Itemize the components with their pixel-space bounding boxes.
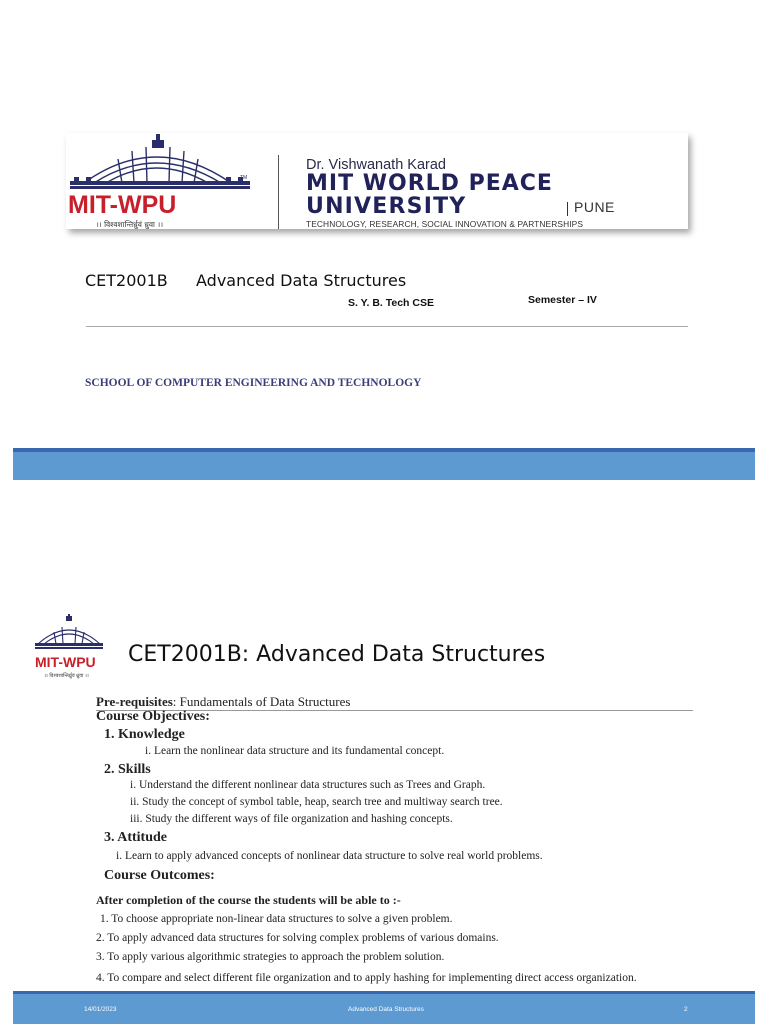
skills-heading: 2. Skills [104, 762, 151, 777]
knowledge-item: i. Learn the nonlinear data structure and its fundamental concept. [145, 745, 445, 757]
objectives-heading: Course Objectives: [96, 709, 210, 724]
outcome-item: 1. To choose appropriate non-linear data structures to solve a given problem. [100, 913, 453, 925]
attitude-heading: 3. Attitude [104, 830, 167, 845]
outcome-item: 4. To compare and select different file organization and to apply hashing for implementing direct access organization. [96, 972, 637, 984]
university-name-block [306, 133, 688, 229]
outcome-item: 3. To apply various algorithmic strategies to approach the problem solution. [96, 951, 445, 963]
outcomes-heading: Course Outcomes: [104, 868, 215, 883]
skills-item: ii. Study the concept of symbol table, heap, search tree and multiway search tree. [130, 796, 503, 808]
university-banner [66, 133, 688, 229]
course-title: Advanced Data Structures [196, 271, 407, 290]
small-logo-wordmark: MIT-WPU [35, 654, 96, 670]
small-logo-motto: ।। विश्वशान्तिर्ध्रुवं ध्रुवा ।। [44, 673, 89, 679]
skills-item: iii. Study the different ways of file organization and hashing concepts. [130, 813, 453, 825]
skills-item: i. Understand the different nonlinear data structures such as Trees and Graph. [130, 779, 486, 791]
divider-line [86, 326, 688, 327]
logo-wordmark: MIT-WPU [68, 191, 177, 219]
university-name-line1: MIT WORLD PEACE [306, 171, 553, 196]
outcomes-intro: After completion of the course the students will be able to :- [96, 893, 401, 907]
prerequisites-label: Pre-requisites [96, 694, 173, 709]
prerequisites-value: : Fundamentals of Data Structures [172, 694, 351, 709]
logo-motto: ।। विश्वशान्तिर्ध्रुवं ध्रुवा ।। [96, 220, 164, 229]
footer-page-number: 2 [684, 1006, 688, 1013]
footer-bar [13, 452, 755, 480]
footer-title: Advanced Data Structures [348, 1006, 424, 1013]
school-name: SCHOOL OF COMPUTER ENGINEERING AND TECHNOLOGY [85, 377, 422, 389]
mit-wpu-dome-logo [66, 133, 276, 229]
program-label: S. Y. B. Tech CSE [348, 297, 434, 309]
outcome-item: 2. To apply advanced data structures for solving complex problems of various domains. [96, 932, 499, 944]
knowledge-heading: 1. Knowledge [104, 727, 185, 742]
semester-label: Semester – IV [528, 294, 597, 306]
course-code: CET2001B [85, 271, 168, 290]
attitude-item: i. Learn to apply advanced concepts of nonlinear data structure to solve real world problems. [116, 850, 543, 862]
footer-date: 14/01/2023 [84, 1006, 117, 1013]
city-separator [567, 202, 568, 216]
objectives-slide [0, 500, 768, 1024]
founder-name: Dr. Vishwanath Karad [306, 157, 446, 173]
university-name-line2: UNIVERSITY [306, 194, 467, 219]
slide-title: CET2001B: Advanced Data Structures [128, 642, 546, 667]
prerequisites-line [96, 694, 350, 710]
university-city: PUNE [574, 199, 615, 215]
mit-wpu-small-logo [32, 614, 106, 680]
title-slide [0, 0, 768, 500]
university-tagline: TECHNOLOGY, RESEARCH, SOCIAL INNOVATION & PARTNERSHIPS [306, 219, 584, 229]
trademark-mark: TM [240, 175, 248, 181]
banner-divider [278, 155, 279, 229]
